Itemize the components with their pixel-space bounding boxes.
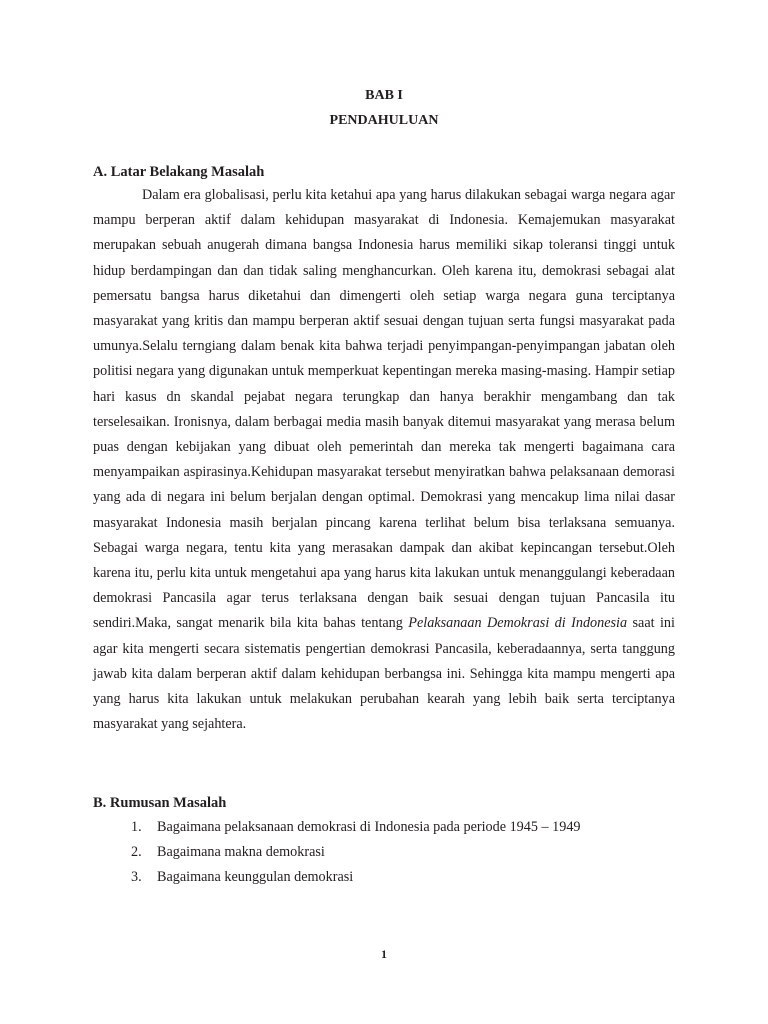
list-item xyxy=(131,815,581,840)
chapter-title: PENDAHULUAN xyxy=(329,113,439,128)
list-item xyxy=(131,865,581,890)
paragraph-text-part2: saat ini agar kita mengerti secara sistematis pengertian demokrasi Pancasila, keberadaannya, serta tanggung jawab kita dalam berperan aktif dalam kehidupan berbangsa ini. Sehingga kita mampu mengerti apa yang harus kita lakukan untuk melakukan perubahan kearah yang lebih baik serta terciptanya masyarakat yang sejahtera. xyxy=(93,615,675,733)
page-number: 1 xyxy=(381,947,387,961)
list-item xyxy=(131,840,581,865)
section-a-heading: A. Latar Belakang Masalah xyxy=(93,164,265,180)
list-item-number: 3. xyxy=(131,869,142,885)
list-item-text: Bagaimana keunggulan demokrasi xyxy=(157,869,354,885)
chapter-number: BAB I xyxy=(365,88,403,103)
list-item-text: Bagaimana makna demokrasi xyxy=(157,844,325,860)
list-item-number: 2. xyxy=(131,844,142,860)
list-item-text: Bagaimana pelaksanaan demokrasi di Indonesia pada periode 1945 – 1949 xyxy=(157,819,581,835)
section-b-heading: B. Rumusan Masalah xyxy=(93,795,227,811)
background-paragraph xyxy=(93,183,675,737)
list-item-number: 1. xyxy=(131,819,142,835)
paragraph-text-part1: Dalam era globalisasi, perlu kita ketahui apa yang harus dilakukan sebagai warga negara agar mampu berperan aktif dalam kehidupan masyarakat di Indonesia. Kemajemukan masyarakat merupakan sebuah anugerah dimana bangsa Indonesia harus memiliki sikap toleransi tinggi untuk hidup berdampingan dan dan tidak saling menghancurkan. Oleh karena itu, demokrasi sebagai alat pemersatu bangsa harus diketahui dan dimengerti oleh setiap warga negara guna terciptanya masyarakat yang kritis dan mampu berperan aktif sesuai dengan tujuan serta fungsi masyarakat pada umunya.Selalu terngiang dalam benak kita bahwa terjadi penyimpangan-penyimpangan jabatan oleh politisi negara yang digunakan untuk memperkuat kepentingan mereka masing-masing. Hampir setiap hari kasus dn skandal pejabat negara terungkap dan hanya berakhir mengambang dan tak terselesaikan. Ironisnya, dalam berbagai media masih banyak ditemui masyarakat yang merasa belum puas dengan kebijakan yang dibuat oleh pemerintah dan mereka tak mengerti bagaimana cara menyampaikan aspirasinya.Kehidupan masyarakat tersebut menyiratkan bahwa pelaksanaan demorasi yang ada di negara ini belum berjalan dengan optimal. Demokrasi yang mencakup lima nilai dasar masyarakat Indonesia masih berjalan pincang karena terlihat belum bisa terlaksana semuanya. Sebagai warga negara, tentu kita yang merasakan dampak dan akibat kepincangan tersebut.Oleh karena itu, perlu kita untuk mengetahui apa yang harus kita lakukan untuk menanggulangi keberadaan demokrasi Pancasila agar terus terlaksana dengan baik sesuai dengan tujuan Pancasila itu sendiri.Maka, sangat menarik bila kita bahas tentang xyxy=(93,187,675,632)
problem-list xyxy=(131,815,581,890)
paragraph-italic-title: Pelaksanaan Demokrasi di Indonesia xyxy=(408,615,628,632)
